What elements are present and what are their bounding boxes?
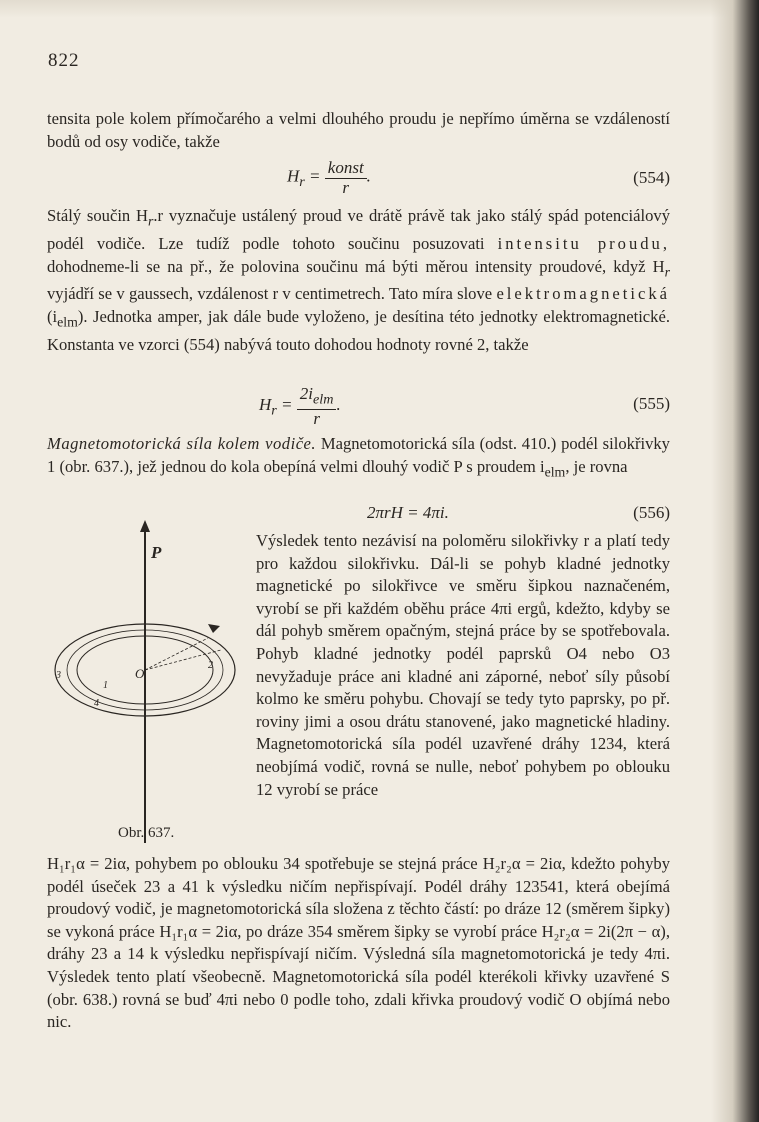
label-p: P	[151, 543, 162, 562]
para2-spaced-1: intensitu proudu,	[497, 233, 671, 253]
paragraph-4: H₁r₁α = 2iα, pohybem po oblouku 34 spotřebuje se stejná práce H₂r₂α = 2iα, kdežto pohyby podél úseček 23 a 41 k výsledku ničím nepřispívají. Podél dráhy 123541, která obejímá proudový vodič, je magnetomotorická síla složena z těchto částí: po dráze 12 (směrem šipky) se vykoná práce H₁r₁α = 2iα, po dráze 354 směrem šipky se vyrobí práce H₂r₂α = 2i(2π − α), dráhy 23 a 14 k výsledku nepřispívají ničím. Výsledná síla magnetomotorická je tedy 4πi. Výsledek tento platí všeobecně. Magnetomotorická síla podél kterékoli křivky uzavřené S (obr. 638.) rovná se buď 4πi nebo 0 podle toho, zdali křivka proudový vodič O objímá nebo nic.	[47, 854, 670, 1032]
page-edge-top	[0, 0, 759, 18]
label-2: 2	[208, 660, 213, 671]
equation-556-number: (556)	[633, 503, 670, 522]
para2-part-f: ). Jednotka amper, jak dále bude vyloženo, je desítina této jednotky elektromagnetické. Konstanta ve vzorci (554) nabývá touto dohodou hodnoty rovné 2, takže	[47, 307, 670, 354]
para2-part-c: dohodneme-li se na př., že polovina součinu má býti měrou intensity proudové, když H	[47, 256, 665, 276]
direction-arrow-icon	[208, 624, 220, 633]
label-1: 1	[103, 680, 108, 691]
label-3: 3	[56, 670, 61, 681]
para3-part-b: , je rovna	[565, 456, 628, 476]
para2-sub-r2: r	[664, 263, 670, 279]
eq555-sub: r	[271, 402, 277, 419]
para2-spaced-2: elektromagnetická	[496, 284, 670, 304]
equation-555-formula: $H_r$ = $\frac{2i_{elm}}{r}$ .	[259, 384, 341, 429]
para3-title: Magnetomotorická síla kolem vodiče.	[47, 434, 317, 453]
equation-554	[47, 158, 670, 196]
equation-556-formula: 2πrH = 4πi.	[367, 503, 449, 522]
eq555-num-sub: elm	[313, 391, 334, 408]
eq554-numerator: konst	[325, 158, 367, 179]
figure-637-drawing	[48, 518, 243, 848]
eq555-fraction	[297, 384, 337, 428]
para3-part-a: Magnetomotorická síla (odst. 410.) podél silokřivky 1 (obr. 637.), jež jednou do kola obepíná velmi dlouhý vodič P s proudem i	[47, 434, 670, 476]
para2-sub-r: r	[148, 213, 154, 229]
eq554-fraction	[325, 158, 367, 197]
equation-555	[47, 384, 670, 429]
eq554-lhs: H	[287, 166, 300, 186]
page-edge-shadow	[711, 0, 759, 1122]
equation-555-number: (555)	[633, 394, 670, 413]
right-column-text: Výsledek tento nezávisí na poloměru silokřivky r a platí tedy pro každou silokřivku. Dál-li se pohyb kladné jednotky magnetické po silokřivce ve směru šipkou naznačeném, vyrobí se při každém oběhu práce 4πi ergů, kdežto, kdyby se dál pohyb směrem opačným, stejná práce by se spotřebovala. Pohyb kladné jednotky podél paprsků O4 nebo O3 nevyžaduje práce ani kladné ani záporné, neboť síly působí kolmo ke směru pohybu. Chovají se tedy tyto paprsky, po př. roviny jimi a osou drátu stanovené, jako magnetické hladiny. Magnetomotorická síla podél uzavřené dráhy 1234, která neobjímá vodič, rovná se nulle, neboť pohybem po oblouku 12 vyrobí se práce	[256, 531, 670, 799]
para2-part-e: (i	[47, 307, 58, 326]
para2-part-d: vyjádří se v gaussech, vzdálenost r v centimetrech. Tato míra slove	[47, 284, 493, 304]
radius-line-1	[145, 638, 208, 670]
eq555-numerator	[297, 384, 337, 410]
eq555-num-main: 2i	[299, 384, 314, 403]
paragraph-1: tensita pole kolem přímočarého a velmi dlouhého proudu je nepřímo úměrna se vzdáleností bodů od osy vodiče, takže	[47, 109, 670, 151]
para2-part-b: .r vyznačuje ustálený proud ve drátě právě tak jako stálý spád potenciálový podél vodiče. Lze tudíž podle tohoto součinu posuzovati	[47, 206, 670, 253]
figure-caption: Obr. 637.	[118, 825, 175, 841]
eq554-denominator: r	[342, 178, 350, 197]
wire-arrow-icon	[140, 520, 150, 532]
eq554-sub: r	[299, 173, 305, 190]
eq555-denominator: r	[313, 409, 320, 429]
label-o: O	[135, 666, 145, 681]
figure-637	[48, 518, 243, 848]
paragraph-2	[47, 205, 670, 357]
page-number: 822	[48, 50, 80, 71]
equation-554-formula: $H_r$ = $\frac{\text{konst}}{r}$ .	[287, 158, 371, 197]
paragraph-3	[47, 433, 670, 484]
eq555-lhs: H	[259, 395, 272, 415]
equation-554-number: (554)	[633, 168, 670, 187]
para3-sub-elm: elm	[544, 463, 566, 479]
para2-part-a: Stálý součin H	[47, 206, 148, 225]
para2-sub-elm: elm	[57, 314, 78, 330]
label-4: 4	[94, 698, 99, 709]
